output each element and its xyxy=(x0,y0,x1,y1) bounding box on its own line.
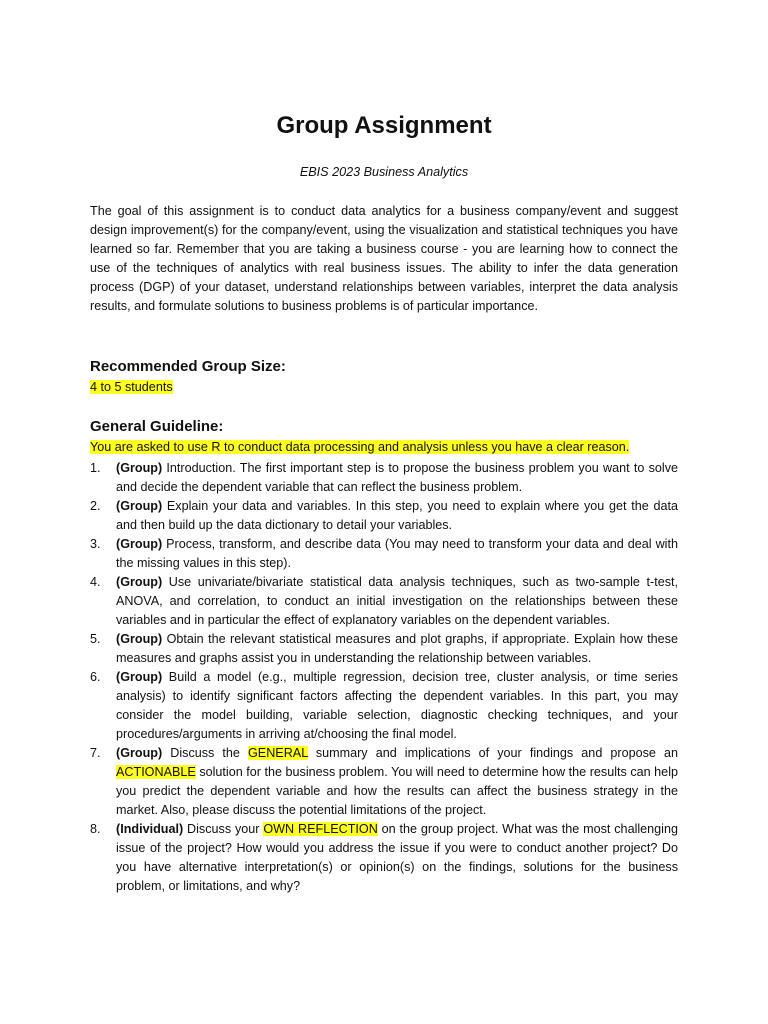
item-tag: (Group) xyxy=(116,746,163,760)
item-text: Use univariate/bivariate statistical data analysis techniques, such as two-sample t-test, ANOVA, and correlation, to conduct an initial investigation on the relationships between these variables and in particular the effect of explanatory variables on the dependent variables. xyxy=(116,575,678,627)
guideline-item-6 xyxy=(90,668,678,744)
guideline-item-4 xyxy=(90,573,678,630)
item-tag: (Group) xyxy=(116,537,163,551)
guideline-note-highlight: You are asked to use R to conduct data processing and analysis unless you have a clear reason. xyxy=(90,440,630,454)
highlight-general: GENERAL xyxy=(248,746,308,760)
item-text: on the group project. What was the most challenging issue of the project? How would you address the issue if you were to conduct another project? Do you have alternative interpretation(s) or opinion(s) on the findings, solutions for the business problem, or limitations, and why? xyxy=(116,822,678,893)
item-text: Process, transform, and describe data (You may need to transform your data and deal with the missing values in this step). xyxy=(116,537,678,570)
item-number: 2. xyxy=(90,499,101,513)
item-tag: (Individual) xyxy=(116,822,184,836)
item-text: solution for the business problem. You will need to determine how the results can help you predict the dependent variable and how the results can affect the business strategy in the market. Also, please discuss the potential limitations of the project. xyxy=(116,765,678,817)
item-text: Build a model (e.g., multiple regression, decision tree, cluster analysis, or time series analysis) to identify significant factors affecting the dependent variables. In this part, you may consider the model building, variable selection, diagnostic checking techniques, and your procedures/arguments in arriving at/choosing the final model. xyxy=(116,670,678,741)
item-tag: (Group) xyxy=(116,632,163,646)
guideline-note xyxy=(90,438,629,457)
item-text: Obtain the relevant statistical measures and plot graphs, if appropriate. Explain how these measures and graphs assist you in understanding the relationship between variables. xyxy=(116,632,678,665)
highlight-own-reflection: OWN REFLECTION xyxy=(263,822,378,836)
item-number: 8. xyxy=(90,822,101,836)
guideline-item-2 xyxy=(90,497,678,535)
group-size-heading: Recommended Group Size: xyxy=(90,358,286,375)
guideline-heading: General Guideline: xyxy=(90,418,224,435)
guideline-item-8 xyxy=(90,820,678,896)
group-size-highlight: 4 to 5 students xyxy=(90,380,173,394)
page-title: Group Assignment xyxy=(276,112,492,139)
guideline-item-5 xyxy=(90,630,678,668)
item-number: 1. xyxy=(90,461,101,475)
item-number: 3. xyxy=(90,537,101,551)
item-tag: (Group) xyxy=(116,499,163,513)
item-number: 4. xyxy=(90,575,101,589)
item-number: 6. xyxy=(90,670,101,684)
highlight-actionable: ACTIONABLE xyxy=(116,765,196,779)
item-tag: (Group) xyxy=(116,575,163,589)
item-text: summary and implications of your findings and propose an xyxy=(307,746,678,760)
item-tag: (Group) xyxy=(116,670,163,684)
guideline-item-3 xyxy=(90,535,678,573)
item-tag: (Group) xyxy=(116,461,163,475)
item-text: Explain your data and variables. In this step, you need to explain where you get the data and then build up the data dictionary to detail your variables. xyxy=(116,499,678,532)
item-text: Introduction. The first important step is to propose the business problem you want to solve and decide the dependent variable that can reflect the business problem. xyxy=(116,461,678,494)
item-text: Discuss your xyxy=(183,822,264,836)
item-number: 5. xyxy=(90,632,101,646)
group-size-value xyxy=(90,378,173,397)
guideline-item-1 xyxy=(90,459,678,497)
guideline-list xyxy=(90,459,678,896)
page-subtitle: EBIS 2023 Business Analytics xyxy=(299,165,469,179)
item-text: Discuss the xyxy=(162,746,249,760)
intro-paragraph: The goal of this assignment is to conduct data analytics for a business company/event and suggest design improvement(s) for the company/event, using the visualization and statistical techniques you have learned so far. Remember that you are taking a business course - you are learning how to connect the use of the techniques of analytics with real business issues. The ability to infer the data generation process (DGP) of your dataset, understand relationships between variables, interpret the data analysis results, and formulate solutions to business problems is of particular importance. xyxy=(90,204,678,313)
guideline-item-7 xyxy=(90,744,678,820)
item-number: 7. xyxy=(90,746,101,760)
